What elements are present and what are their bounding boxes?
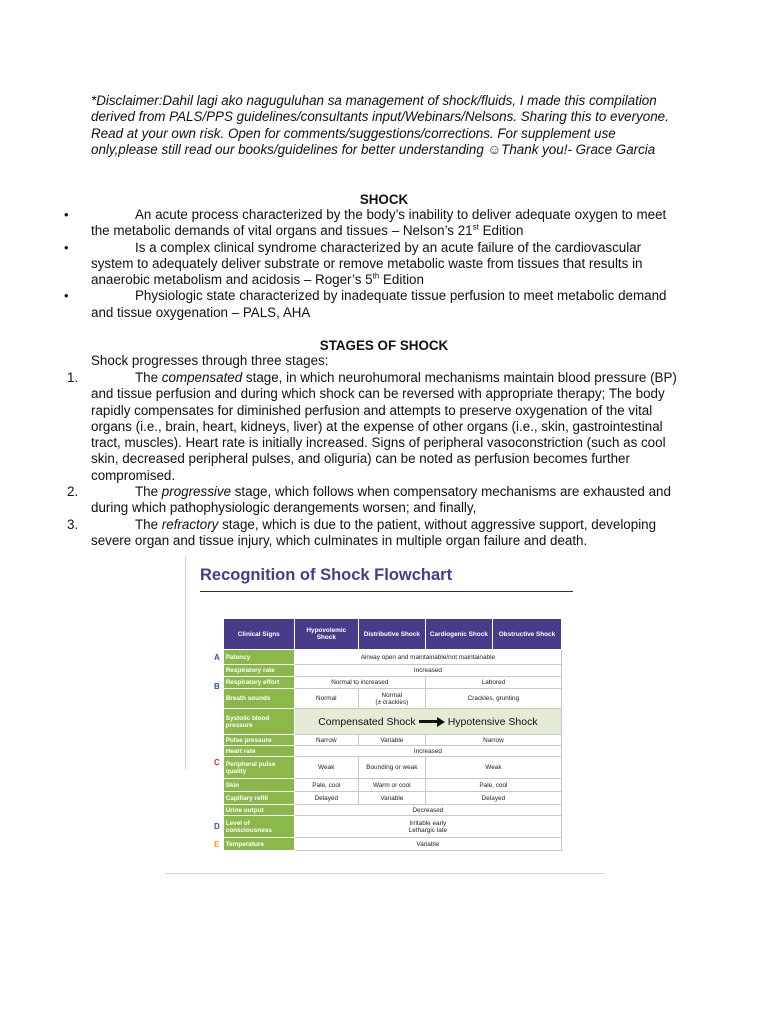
arrow-right-icon	[419, 719, 445, 725]
table-row	[211, 779, 562, 792]
table-cell: Increased	[294, 746, 561, 757]
letter-b: B	[211, 665, 223, 709]
sign-label: Respiratory effort	[223, 677, 294, 689]
table-row	[211, 805, 562, 816]
header-obstructive: Obstructive Shock	[492, 619, 561, 650]
table-cell: Bounding or weak	[358, 757, 425, 779]
table-cell: Variable	[294, 838, 561, 851]
letter-d: D	[211, 816, 223, 838]
sign-label: Urine output	[223, 805, 294, 816]
bullet-icon: •	[64, 288, 69, 304]
table-cell: Irritable early Lethargic late	[294, 816, 561, 838]
stage-item: 1. The compensated stage, in which neurohumoral mechanisms maintain blood pressure (BP) and tissue perfusion and during which shock can be reversed with appropriate therapy; The body rapidly compensates for diminished perfusion and attempts to preserve oxygenation of the vital organs (i.e., brain, heart, kidneys, liver) at the expense of other organs (i.e., skin, gastrointestinal tract, muscles). Heart rate is initially increased. Signs of peripheral vasoconstriction (such as cool skin, decreased peripheral pulses, and oliguria) can be noted as perfusion becomes further compromised.	[67, 370, 677, 483]
compensated-shock-label: Compensated Shock	[318, 715, 416, 728]
table-row	[211, 838, 562, 851]
shock-flowchart-table	[211, 618, 562, 851]
table-row	[211, 735, 562, 746]
sign-label: Level of consciousness	[223, 816, 294, 838]
figure-title-underline	[200, 591, 573, 592]
definition-item: • An acute process characterized by the body’s inability to deliver adequate oxygen to meet the metabolic demands of vital organs and tissues – Nelson’s 21st Edition	[64, 207, 667, 239]
table-cell: Weak	[425, 757, 561, 779]
definition-item: • Is a complex clinical syndrome characterized by an acute failure of the cardiovascular system to adequately deliver substrate or remove metabolic waste from tissues that results in anaerobic metabolism and acidosis – Roger’s 5th Edition	[64, 239, 643, 288]
table-row	[211, 665, 562, 677]
header-clinical-signs: Clinical Signs	[223, 619, 294, 650]
table-cell: Delayed	[294, 792, 358, 805]
table-cell: Pale, cool	[425, 779, 561, 792]
table-row	[211, 689, 562, 709]
table-cell: Normal (± crackles)	[358, 689, 425, 709]
table-cell: Variable	[358, 735, 425, 746]
shock-definitions-list	[64, 207, 681, 321]
table-cell: Crackles, grunting	[425, 689, 561, 709]
disclaimer-paragraph: *Disclaimer:Dahil lagi ako naguguluhan sa management of shock/fluids, I made this compilation derived from PALS/PPS guidelines/consultants input/Webinars/Nelsons. Sharing this to everyone. Read at your own risk. Open for comments/suggestions/corrections. For supplement use only,please still read our books/guidelines for better understanding ☺Thank you!- Grace Garcia	[91, 93, 669, 157]
stage-item: 3. The refractory stage, which is due to the patient, without aggressive support, developing severe organ and tissue injury, which culminates in multiple organ failure and death.	[67, 516, 657, 548]
letter-c: C	[211, 709, 223, 816]
table-row	[211, 746, 562, 757]
table-cell: Weak	[294, 757, 358, 779]
shock-progression-band	[294, 709, 561, 735]
figure-title: Recognition of Shock Flowchart	[200, 566, 453, 584]
header-distributive: Distributive Shock	[358, 619, 425, 650]
table-cell: Narrow	[425, 735, 561, 746]
bullet-icon: •	[64, 239, 69, 255]
table-row	[211, 816, 562, 838]
bottom-divider	[165, 873, 605, 874]
sign-label: Pulse pressure	[223, 735, 294, 746]
letter-a: A	[211, 650, 223, 665]
sign-label: Skin	[223, 779, 294, 792]
stages-list	[67, 370, 681, 549]
table-row	[211, 677, 562, 689]
table-cell: Increased	[294, 665, 561, 677]
table-cell: Pale, cool	[294, 779, 358, 792]
sign-label: Heart rate	[223, 746, 294, 757]
bullet-icon: •	[64, 207, 69, 222]
table-cell: Delayed	[425, 792, 561, 805]
table-cell: Decreased	[294, 805, 561, 816]
table-row	[211, 757, 562, 779]
table-cell: Narrow	[294, 735, 358, 746]
shock-heading: SHOCK	[359, 192, 409, 207]
table-cell: Labored	[425, 677, 561, 689]
hypotensive-shock-label: Hypotensive Shock	[447, 715, 538, 728]
sign-label: Patency	[223, 650, 294, 665]
stage-item: 2. The progressive stage, which follows when compensatory mechanisms are exhausted and during which pathophysiologic derangements worsen; and finally,	[67, 484, 671, 516]
sign-label: Systolic blood pressure	[223, 709, 294, 735]
sign-label: Respiratory rate	[223, 665, 294, 677]
table-cell: Normal	[294, 689, 358, 709]
stages-intro: Shock progresses through three stages:	[91, 353, 329, 368]
table-cell: Warm or cool	[358, 779, 425, 792]
stages-heading: STAGES OF SHOCK	[319, 338, 449, 353]
table-cell: Normal to increased	[294, 677, 425, 689]
sign-label: Temperature	[223, 838, 294, 851]
table-cell: Variable	[358, 792, 425, 805]
header-hypovolemic: Hypovolemic Shock	[294, 619, 358, 650]
table-row	[211, 709, 562, 735]
table-cell: Airway open and maintainable/not maintainable	[294, 650, 561, 665]
table-header-row	[211, 619, 562, 650]
letter-e: E	[211, 838, 223, 851]
header-cardiogenic: Cardiogenic Shock	[425, 619, 492, 650]
figure-left-rule	[185, 556, 186, 770]
table-row	[211, 650, 562, 665]
sign-label: Peripheral pulse quality	[223, 757, 294, 779]
sign-label: Breath sounds	[223, 689, 294, 709]
sign-label: Capillary refill	[223, 792, 294, 805]
definition-item: • Physiologic state characterized by inadequate tissue perfusion to meet metabolic demand and tissue oxygenation – PALS, AHA	[64, 288, 667, 320]
table-row	[211, 792, 562, 805]
